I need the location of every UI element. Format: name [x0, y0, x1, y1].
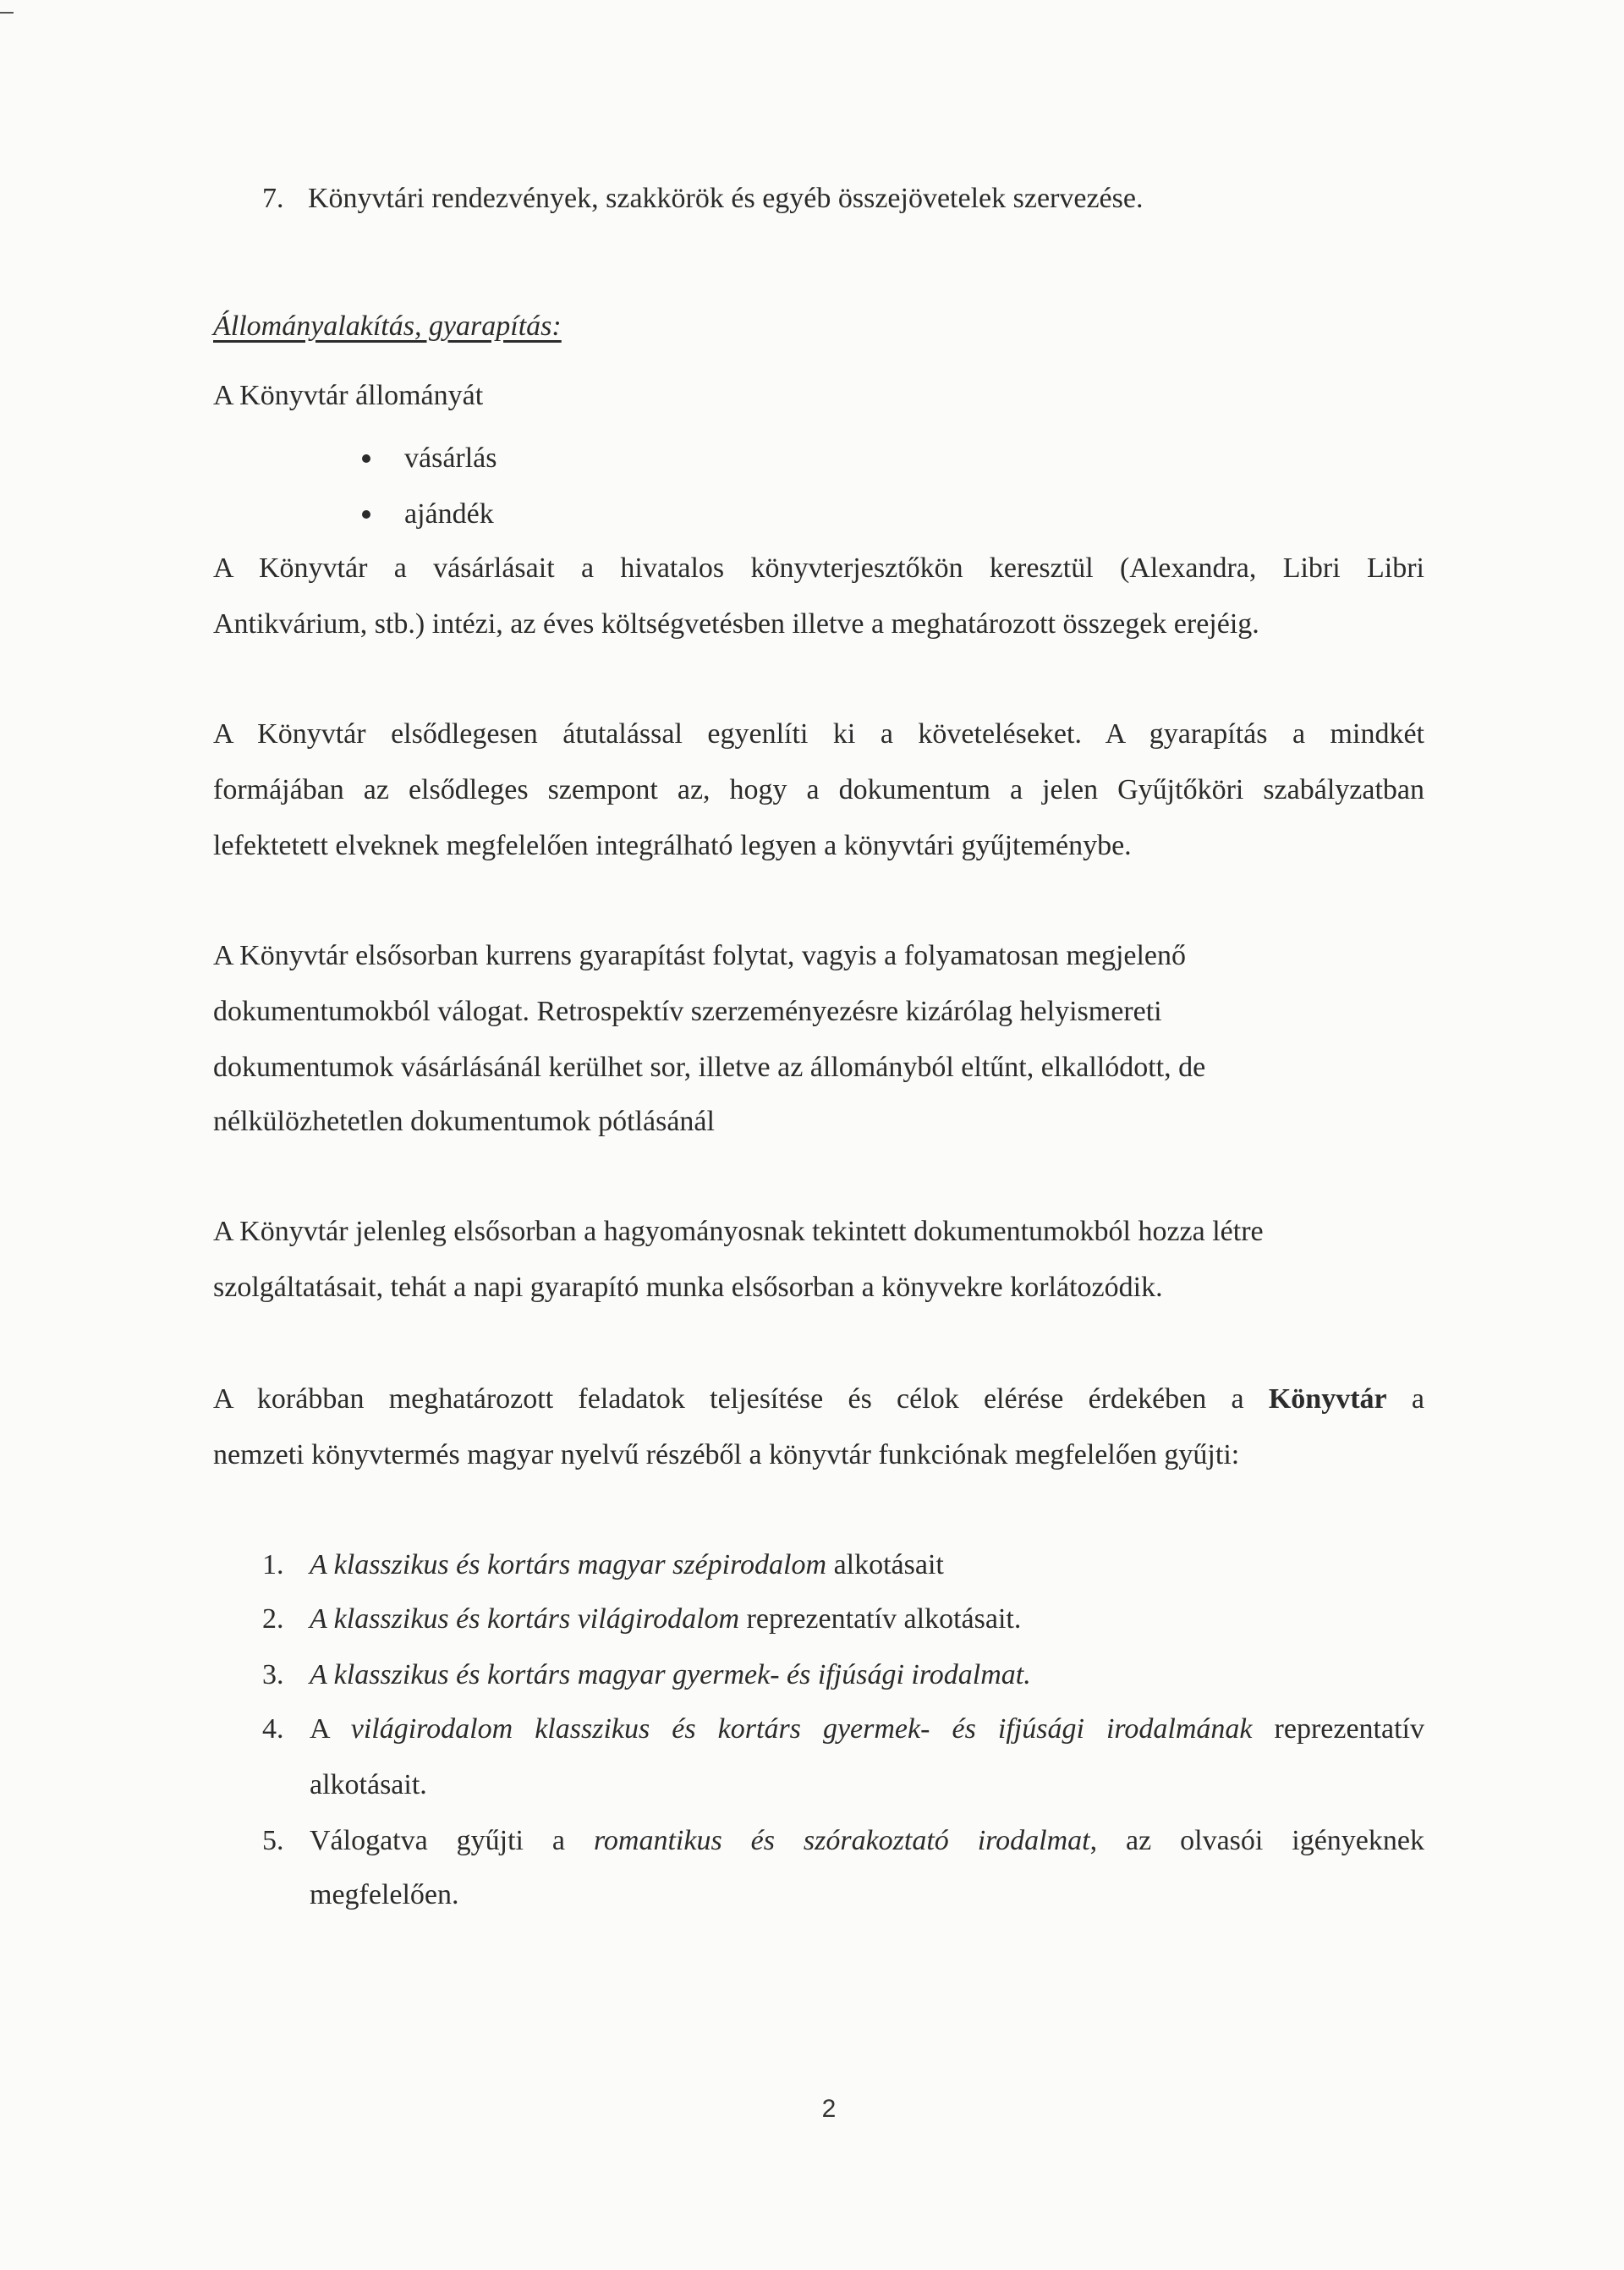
paragraph-1-line: Antikvárium, stb.) intézi, az éves költségvetésben illetve a meghatározott összegek erejéig.	[213, 608, 1259, 640]
list-item-rest: reprezentatív	[1252, 1713, 1424, 1745]
section-heading: Állományalakítás, gyarapítás:	[213, 311, 562, 342]
bullet-icon	[362, 510, 370, 519]
list-item	[310, 1658, 1031, 1692]
page-number: 2	[821, 2095, 837, 2123]
paragraph-2-line: formájában az elsődleges szempont az, hogy a dokumentum a jelen Gyűjtőköri szabályzatban	[213, 774, 1424, 805]
list-item	[310, 1824, 1424, 1858]
list-item	[310, 1548, 944, 1582]
list-item-number: 2.	[262, 1603, 284, 1635]
list-item-number: 3.	[262, 1659, 284, 1690]
list-item-rest: alkotásait	[826, 1549, 944, 1580]
list-item-italic: A klasszikus és kortárs magyar szépirodalom	[310, 1549, 827, 1580]
list-item-pre: A	[310, 1713, 351, 1745]
paragraph-5-line: nemzeti könyvtermés magyar nyelvű részéből a könyvtár funkciónak megfelelően gyűjti:	[213, 1439, 1240, 1470]
scan-edge-mark	[0, 12, 14, 14]
intro-line: A Könyvtár állományát	[213, 380, 484, 411]
bullet-item: vásárlás	[404, 442, 497, 474]
list-item-number: 4.	[262, 1713, 284, 1745]
paragraph-3-line: nélkülözhetetlen dokumentumok pótlásánál	[213, 1106, 715, 1137]
list-item-pre: Válogatva gyűjti a	[310, 1825, 594, 1856]
paragraph-3-line: dokumentumok vásárlásánál kerülhet sor, illetve az állományból eltűnt, elkallódott, de	[213, 1052, 1206, 1083]
list-item-number: 5.	[262, 1825, 284, 1856]
list-item-continuation: alkotásait.	[310, 1769, 427, 1800]
list-item-number: 1.	[262, 1549, 284, 1580]
paragraph-3-line: A Könyvtár elsősorban kurrens gyarapítást folytat, vagyis a folyamatosan megjelenő	[213, 940, 1187, 971]
paragraph-5-text-end: a	[1386, 1383, 1424, 1415]
paragraph-1-line: A Könyvtár a vásárlásait a hivatalos könyvterjesztőkön keresztül (Alexandra, Libri Libri	[213, 552, 1424, 584]
library-name-bold: Könyvtár	[1268, 1383, 1387, 1415]
paragraph-5-line	[213, 1382, 1424, 1416]
list-item-italic: világirodalom klasszikus és kortárs gyermek- és ifjúsági irodalmának	[350, 1713, 1253, 1745]
section-item-text: Könyvtári rendezvények, szakkörök és egyéb összejövetelek szervezése.	[308, 183, 1144, 214]
paragraph-4-line: A Könyvtár jelenleg elsősorban a hagyományosnak tekintett dokumentumokból hozza létre	[213, 1216, 1264, 1247]
paragraph-4-line: szolgáltatásait, tehát a napi gyarapító munka elsősorban a könyvekre korlátozódik.	[213, 1272, 1163, 1303]
list-item-italic: romantikus és szórakoztató irodalmat	[593, 1825, 1090, 1856]
paragraph-2-line: lefektetett elveknek megfelelően integrálható legyen a könyvtári gyűjteménybe.	[213, 830, 1132, 861]
list-item-italic: A klasszikus és kortárs magyar gyermek- és ifjúsági irodalmat.	[310, 1659, 1031, 1690]
list-item	[310, 1712, 1424, 1746]
list-item-italic: A klasszikus és kortárs világirodalom	[310, 1603, 740, 1635]
paragraph-2-line: A Könyvtár elsődlegesen átutalással egyenlíti ki a követeléseket. A gyarapítás a mindkét	[213, 718, 1424, 750]
list-item	[310, 1602, 1021, 1636]
bullet-item: ajándék	[404, 498, 494, 530]
list-item-continuation: megfelelően.	[310, 1879, 459, 1910]
paragraph-3-line: dokumentumokból válogat. Retrospektív szerzeményezésre kizárólag helyismereti	[213, 996, 1162, 1027]
list-item-rest: reprezentatív alkotásait.	[739, 1603, 1022, 1635]
list-item-rest: , az olvasói igényeknek	[1089, 1825, 1424, 1856]
paragraph-5-text: A korábban meghatározott feladatok teljesítése és célok elérése érdekében a	[213, 1383, 1269, 1415]
section-item-number: 7.	[262, 183, 284, 214]
bullet-icon	[362, 454, 370, 463]
